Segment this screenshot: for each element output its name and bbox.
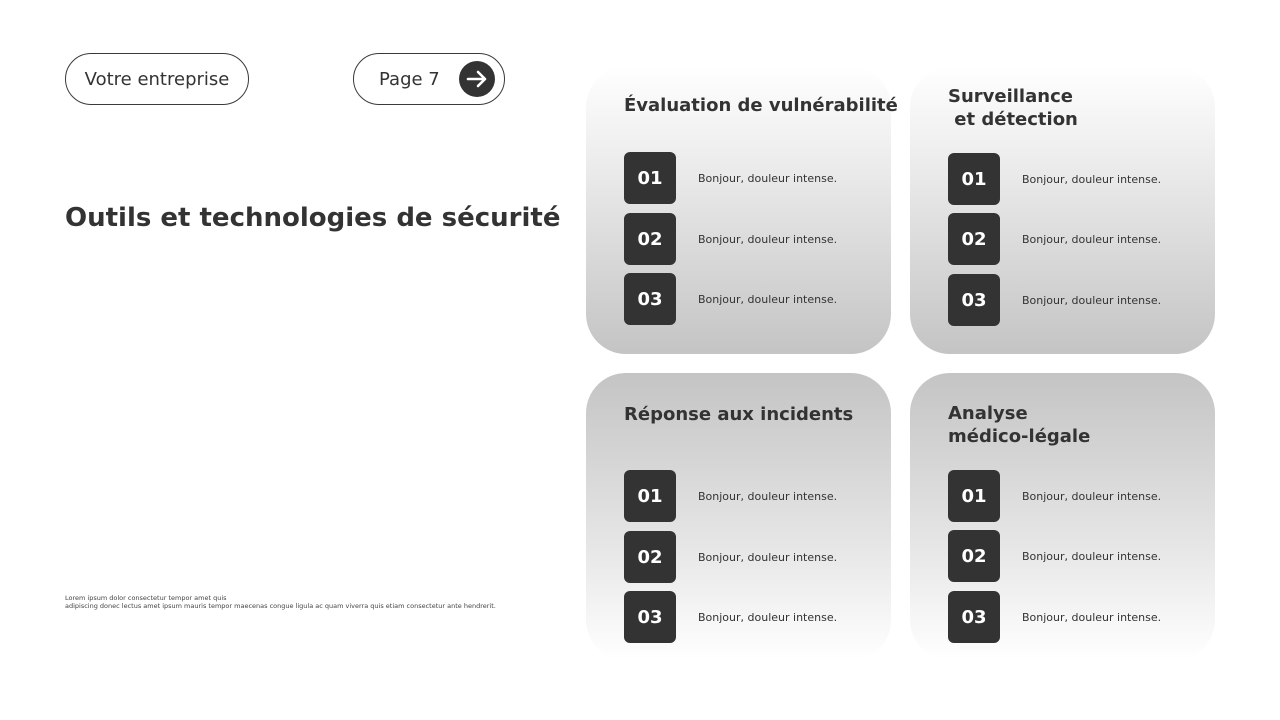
step-text: Bonjour, douleur intense. [698,610,838,624]
step-number-badge: 02 [948,530,1000,582]
step-text: Bonjour, douleur intense. [698,171,838,185]
step-text: Bonjour, douleur intense. [698,550,838,564]
card-incident-response [586,373,891,660]
company-pill[interactable] [65,53,249,105]
arrow-right-icon [465,67,489,91]
list-item [624,213,837,265]
list-item [948,274,1161,326]
step-number-badge: 03 [624,273,676,325]
footnote-line-1: Lorem ipsum dolor consectetur tempor amet quis [65,594,227,602]
step-text: Bonjour, douleur intense. [1022,610,1162,624]
list-item [948,213,1161,265]
list-item [948,530,1161,582]
list-item [624,152,837,204]
card-title: Analyse médico-légale [948,403,1091,447]
list-item [948,591,1161,643]
company-label: Votre entreprise [84,68,230,90]
card-forensic-analysis [910,373,1215,660]
step-text: Bonjour, douleur intense. [1022,549,1162,563]
next-page-button[interactable] [459,61,495,97]
page-title: Outils et technologies de sécurité [65,203,561,233]
step-text: Bonjour, douleur intense. [1022,293,1162,307]
footnote [65,594,496,610]
step-text: Bonjour, douleur intense. [698,232,838,246]
step-text: Bonjour, douleur intense. [1022,489,1162,503]
footnote-line-2: adipiscing donec lectus amet ipsum mauris tempor maecenas congue ligula ac quam viverra quis etiam consectetur ante hendrerit. [65,602,496,610]
step-number-badge: 01 [624,470,676,522]
step-text: Bonjour, douleur intense. [1022,232,1162,246]
step-number-badge: 02 [624,531,676,583]
step-number-badge: 01 [948,153,1000,205]
card-vulnerability-assessment [586,67,898,354]
step-number-badge: 01 [624,152,676,204]
list-item [624,273,837,325]
list-item [948,470,1161,522]
card-monitoring-detection [910,67,1215,354]
page-pill[interactable] [353,53,505,105]
list-item [624,470,837,522]
step-text: Bonjour, douleur intense. [1022,172,1162,186]
list-item [624,531,837,583]
step-number-badge: 02 [948,213,1000,265]
card-title: Surveillance et détection [948,86,1078,130]
step-number-badge: 03 [948,274,1000,326]
card-title: Évaluation de vulnérabilité [624,95,898,116]
step-number-badge: 01 [948,470,1000,522]
step-number-badge: 03 [624,591,676,643]
list-item [948,153,1161,205]
list-item [624,591,837,643]
step-text: Bonjour, douleur intense. [698,489,838,503]
step-text: Bonjour, douleur intense. [698,292,838,306]
step-number-badge: 02 [624,213,676,265]
step-number-badge: 03 [948,591,1000,643]
card-title: Réponse aux incidents [624,404,854,425]
page-label: Page 7 [379,68,440,90]
